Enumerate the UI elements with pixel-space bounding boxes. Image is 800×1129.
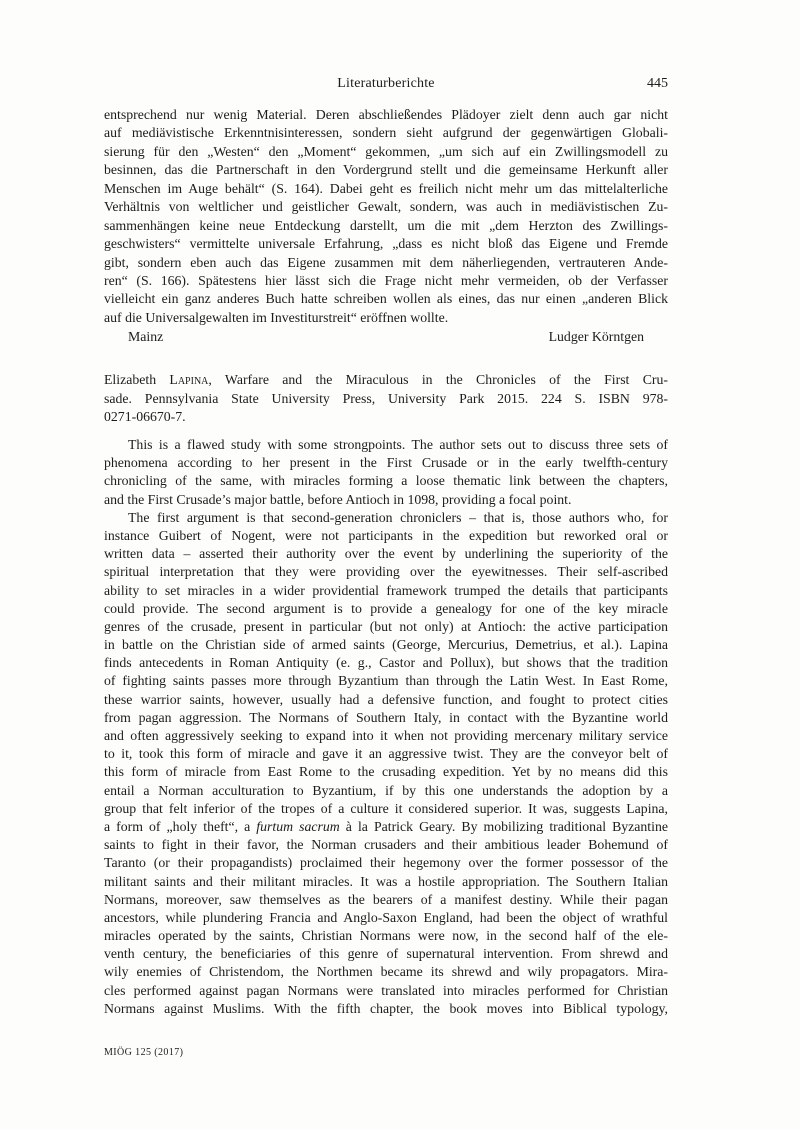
text-line: in battle on the Christian side of armed saints (George, Mercurius, Demetrius, et al.). Lapina <box>104 637 668 653</box>
running-title: Literaturberichte <box>337 76 435 91</box>
citation-line <box>104 371 668 390</box>
text-line: sammenhängen keine neue Entdeckung darstellt, um die mit „dem Herzton des Zwillings- <box>104 217 668 233</box>
text-line: entail a Norman acculturation to Byzantium, if by this one understands the adoption by a <box>104 782 668 798</box>
text-line: geschwisters“ vermittelte universale Erfahrung, „dass es nicht bloß das Eigene und Fremde <box>104 236 668 252</box>
citation-author-first-name: Elizabeth <box>104 372 170 387</box>
text-line: spiritual interpretation that they were providing over the eyewitnesses. Their self-ascribed <box>104 564 668 580</box>
text-line: auf die Universalgewalten im Investiturstreit“ eröffnen wollte. <box>104 309 449 325</box>
review-body <box>104 436 668 1018</box>
reviewer-name: Ludger Körntgen <box>548 329 644 344</box>
text-line: phenomena according to her present in the First Crusade or in the early twelfth-century <box>104 455 668 471</box>
text-line: saints to fight in their favor, the Norman crusaders and their ambitious leader Bohemund of <box>104 837 668 853</box>
running-head <box>104 75 668 93</box>
review-signature <box>104 328 668 346</box>
text-line: miracles operated by the saints, Christian Normans were now, in the second half of the ele- <box>104 928 668 944</box>
text-line: this form of miracle from East Rome to the crusading expedition. Yet by no means did this <box>104 764 668 780</box>
previous-review-ending <box>104 106 668 327</box>
text-line: This is a flawed study with some strongpoints. The author sets out to discuss three sets of <box>128 437 668 452</box>
text-line: ren“ (S. 166). Spätestens hier lässt sich die Frage nicht mehr vermeiden, ob der Verfasser <box>104 272 668 288</box>
review-place: Mainz <box>128 329 164 344</box>
text-line: finds antecedents in Roman Antiquity (e. g., Castor and Pollux), but shows that the tradition <box>104 655 668 671</box>
text-line: entsprechend nur wenig Material. Deren abschließendes Plädoyer zielt denn auch gar nicht <box>104 107 668 122</box>
text-line: besinnen, das die Partnerschaft in den Vordergrund stellt und die gemeinsame Herkunft aller <box>104 162 668 178</box>
text-line: Normans against Muslims. With the fifth chapter, the book moves into Biblical typology, <box>104 1000 668 1016</box>
text-line: chronicling of the same, with miracles forming a loose thematic link between the chapters, <box>104 473 668 489</box>
text-line: Taranto (or their propagandists) proclaimed their hegemony over the former possessor of the <box>104 855 668 871</box>
text-line: these warrior saints, however, usually had a defensive function, and fought to protect cities <box>104 691 668 707</box>
text-line: venth century, the beneficiaries of this genre of supernatural intervention. From shrewd and <box>104 946 668 962</box>
italic-term: furtum sacrum <box>256 818 340 834</box>
text-line: sierung für den „Westen“ den „Moment“ gekommen, „um sich auf ein Zwillingsmodell zu <box>104 143 668 159</box>
text-line: could provide. The second argument is to provide a genealogy for one of the key miracle <box>104 600 668 616</box>
text-line: Normans, moreover, saw themselves as the bearers of a manifest destiny. While their pagan <box>104 891 668 907</box>
text-line: The first argument is that second-generation chroniclers – that is, those authors who, for <box>128 509 668 525</box>
text-line: and the First Crusade’s major battle, before Antioch in 1098, providing a focal point. <box>104 491 572 507</box>
text-line: written data – asserted their authority over the event by underlining the superiority of the <box>104 546 668 562</box>
text-line: auf mediävistische Erkenntnisinteressen, sondern sieht aufgrund der gegenwärtigen Globali- <box>104 125 668 141</box>
text-line: group that felt inferior of the tropes of a culture it considered superior. It was, suggests Lapina, <box>104 800 668 816</box>
text-line: gibt, sondern eben auch das Eigene zusammen mit dem näherliegenden, vertrauteren Ande- <box>104 254 668 270</box>
citation-author-surname: Lapina <box>169 372 209 387</box>
text-line <box>104 818 668 836</box>
text-line: vielleicht ein ganz anderes Buch hatte schreiben wollen als eines, das nur einen „anderen Blick <box>104 291 668 307</box>
text-line: wily enemies of Christendom, the Northmen became its shrewd and wily propagators. Mira- <box>104 964 668 980</box>
text-line: cles performed against pagan Normans were translated into miracles performed for Christian <box>104 982 668 998</box>
paragraph <box>104 509 668 1018</box>
citation-line: sade. Pennsylvania State University Press, University Park 2015. 224 S. ISBN 978- <box>104 390 668 406</box>
citation-title: , Warfare and the Miraculous in the Chronicles of the First Cru- <box>208 372 668 387</box>
text-line: Menschen im Auge behält“ (S. 164). Dabei geht es freilich nicht mehr um das mittelalterliche <box>104 180 668 196</box>
text-line: militant saints and their militant miracles. It was a hostile appropriation. The Southern Italian <box>104 873 668 889</box>
text-line: ancestors, while plundering Francia and Anglo-Saxon England, had been the object of wrathful <box>104 909 668 925</box>
text-line: of fighting saints passes more through Byzantium than through the Latin West. In East Rome, <box>104 673 668 689</box>
paragraph <box>104 436 668 509</box>
journal-footer: MIÖG 125 (2017) <box>104 1047 184 1058</box>
text-line: to it, took this form of miracle and gave it an aggressive twist. They are the conveyor belt of <box>104 746 668 762</box>
book-citation <box>104 371 668 427</box>
text-line: instance Guibert of Nogent, were not participants in the expedition but reworked oral or <box>104 527 668 543</box>
text-segment: a form of „holy theft“, a <box>104 818 257 834</box>
text-line: Verhältnis von weltlicher und geistlicher Gewalt, sondern, was auch in mediävistischen Zu- <box>104 199 668 215</box>
text-line: from pagan aggression. The Normans of Southern Italy, in contact with the Byzantine world <box>104 709 668 725</box>
text-line: and often aggressively seeking to expand into it when not providing mercenary military service <box>104 728 668 743</box>
page-number: 445 <box>647 76 668 91</box>
text-segment: à la Patrick Geary. By mobilizing traditional Byzantine <box>339 818 668 834</box>
text-line: genres of the crusade, present in particular (but not only) at Antioch: the active participation <box>104 618 668 634</box>
citation-line: 0271-06670-7. <box>104 409 186 425</box>
text-line: ability to set miracles in a wider providential framework trumped the details that participants <box>104 582 668 598</box>
